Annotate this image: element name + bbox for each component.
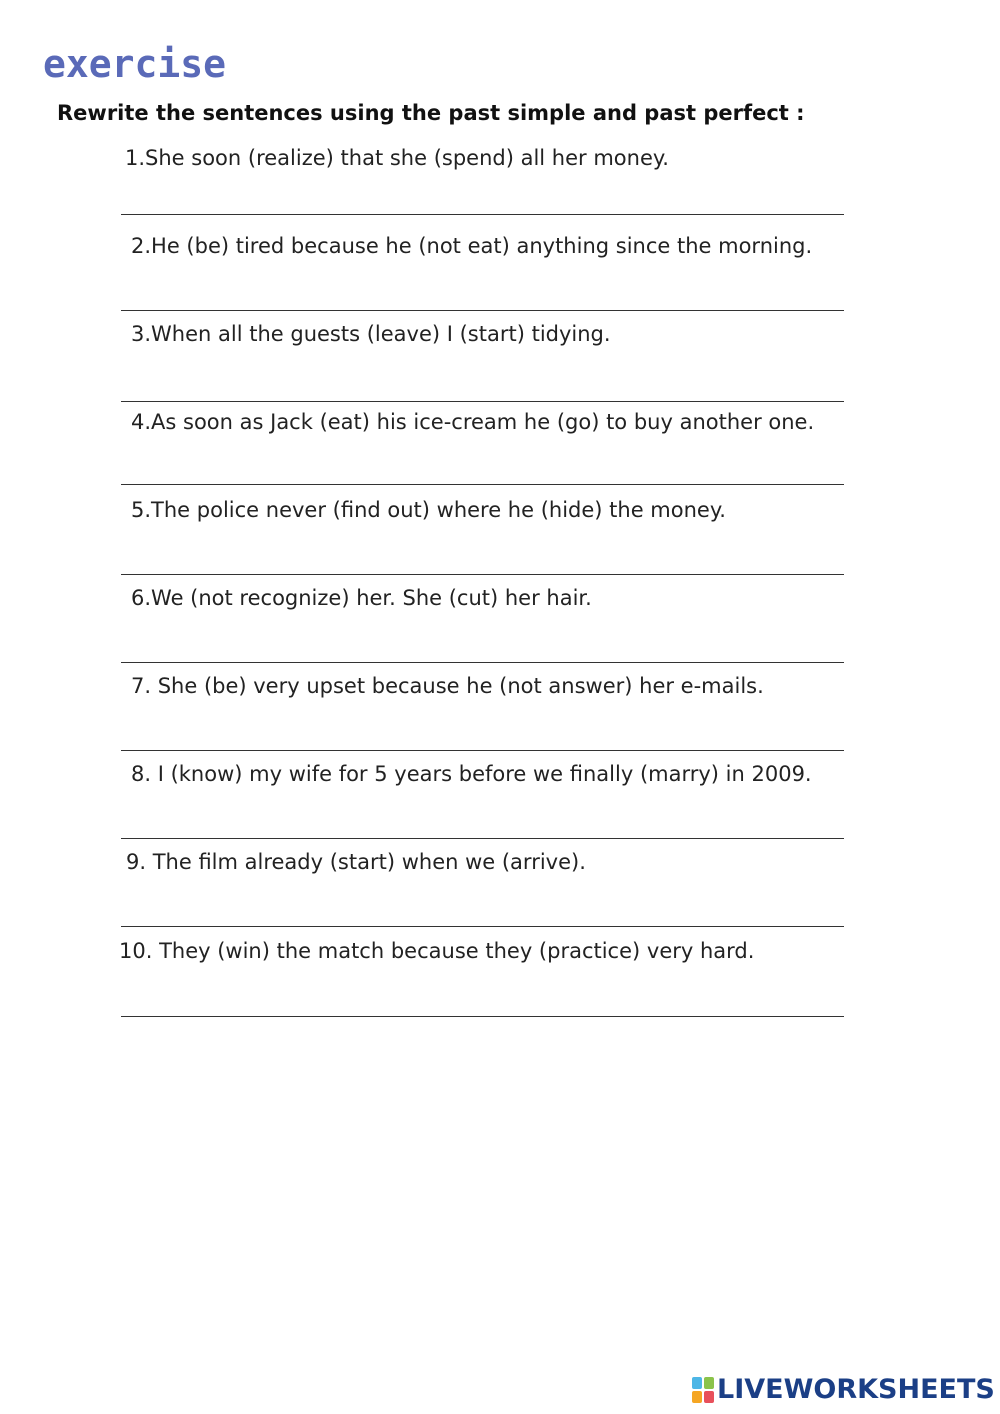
question-8-text: 8. I (know) my wife for 5 years before we finally (marry) in 2009.	[131, 762, 812, 786]
question-9-text: 9. The film already (start) when we (arrive).	[126, 850, 586, 874]
question-6-text: 6.We (not recognize) her. She (cut) her hair.	[131, 586, 592, 610]
answer-9-input[interactable]	[121, 895, 844, 925]
answer-3-input[interactable]	[121, 370, 844, 400]
liveworksheets-logo-text: LIVEWORKSHEETS	[717, 1374, 995, 1405]
answer-10-line	[121, 1016, 844, 1017]
question-7-text: 7. She (be) very upset because he (not answer) her e-mails.	[131, 674, 764, 698]
question-2-text: 2.He (be) tired because he (not eat) anything since the morning.	[131, 234, 813, 258]
liveworksheets-logo	[692, 1372, 995, 1408]
question-3-text: 3.When all the guests (leave) I (start) tidying.	[131, 322, 611, 346]
answer-5-input[interactable]	[121, 543, 844, 573]
answer-4-line	[121, 484, 844, 485]
answer-7-input[interactable]	[121, 719, 844, 749]
answer-2-line	[121, 310, 844, 311]
answer-6-input[interactable]	[121, 631, 844, 661]
answer-7-line	[121, 750, 844, 751]
page-title: exercise	[43, 42, 227, 86]
question-10-text: 10. They (win) the match because they (practice) very hard.	[119, 939, 755, 963]
question-1-text: 1.She soon (realize) that she (spend) all her money.	[125, 146, 669, 170]
logo-square-4	[704, 1391, 714, 1403]
answer-10-input[interactable]	[121, 985, 844, 1015]
question-4-text: 4.As soon as Jack (eat) his ice-cream he (go) to buy another one.	[131, 410, 815, 434]
answer-6-line	[121, 662, 844, 663]
logo-square-3	[692, 1391, 702, 1403]
answer-2-input[interactable]	[121, 279, 844, 309]
answer-4-input[interactable]	[121, 453, 844, 483]
answer-8-line	[121, 838, 844, 839]
answer-3-line	[121, 401, 844, 402]
answer-9-line	[121, 926, 844, 927]
logo-square-1	[692, 1377, 702, 1389]
logo-square-2	[704, 1377, 714, 1389]
question-5-text: 5.The police never (find out) where he (hide) the money.	[131, 498, 726, 522]
answer-5-line	[121, 574, 844, 575]
instruction-text: Rewrite the sentences using the past simple and past perfect :	[57, 101, 805, 125]
answer-1-input[interactable]	[121, 184, 844, 214]
answer-1-line	[121, 214, 844, 215]
liveworksheets-logo-icon	[692, 1377, 714, 1403]
answer-8-input[interactable]	[121, 807, 844, 837]
